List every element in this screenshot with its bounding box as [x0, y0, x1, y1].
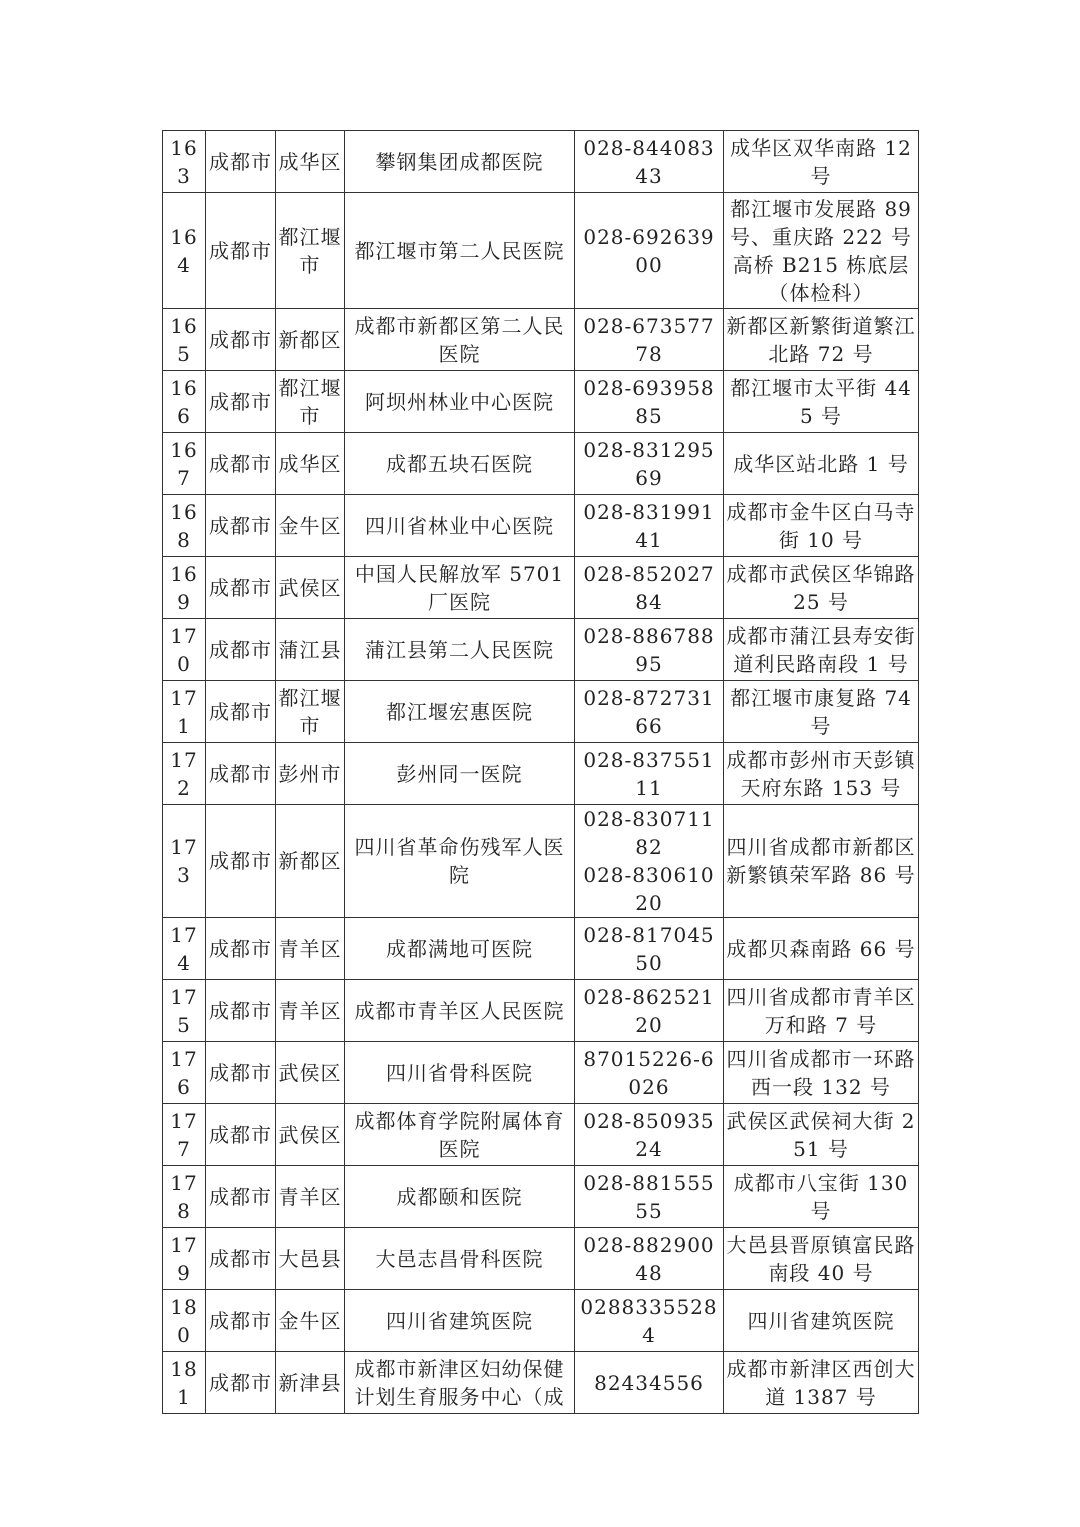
phone-number: 028-83755111 [583, 747, 715, 800]
phone-number: 028-69395885 [583, 375, 715, 428]
hospital-table-body [163, 131, 919, 1414]
address-cell: 成都市蒲江县寿安街道利民路南段 1 号 [724, 619, 919, 681]
table-row [163, 1166, 919, 1228]
address-cell: 成都贝森南路 66 号 [724, 918, 919, 980]
table-row [163, 743, 919, 805]
city-cell: 成都市 [206, 309, 276, 371]
district-cell: 新都区 [276, 805, 345, 918]
city-cell: 成都市 [206, 918, 276, 980]
hospital-name-cell: 成都市新津区妇幼保健计划生育服务中心（成 [345, 1352, 575, 1414]
table-row [163, 495, 919, 557]
table-row [163, 918, 919, 980]
row-number: 163 [163, 131, 206, 193]
district-cell: 青羊区 [276, 980, 345, 1042]
row-number: 167 [163, 433, 206, 495]
address-cell: 成都市彭州市天彭镇天府东路 153 号 [724, 743, 919, 805]
hospital-table [162, 130, 919, 1414]
address-cell: 大邑县晋原镇富民路南段 40 号 [724, 1228, 919, 1290]
phone-number: 028-81704550 [583, 922, 715, 975]
hospital-name-cell: 大邑志昌骨科医院 [345, 1228, 575, 1290]
table-row [163, 980, 919, 1042]
phone-cell [575, 557, 724, 619]
district-cell: 武侯区 [276, 1104, 345, 1166]
table-row [163, 805, 919, 918]
table-row [163, 309, 919, 371]
hospital-name-cell: 阿坝州林业中心医院 [345, 371, 575, 433]
city-cell: 成都市 [206, 980, 276, 1042]
row-number: 166 [163, 371, 206, 433]
city-cell: 成都市 [206, 1228, 276, 1290]
phone-number: 028-83061020 [583, 863, 715, 915]
phone-cell [575, 681, 724, 743]
row-number: 173 [163, 805, 206, 918]
address-cell: 成都市武侯区华锦路 25 号 [724, 557, 919, 619]
district-cell: 蒲江县 [276, 619, 345, 681]
city-cell: 成都市 [206, 1290, 276, 1352]
address-cell: 成都市金牛区白马寺街 10 号 [724, 495, 919, 557]
city-cell: 成都市 [206, 1042, 276, 1104]
row-number: 180 [163, 1290, 206, 1352]
table-row [163, 1042, 919, 1104]
address-cell: 四川省成都市青羊区万和路 7 号 [724, 980, 919, 1042]
hospital-name-cell: 都江堰市第二人民医院 [345, 193, 575, 309]
hospital-name-cell: 成都市青羊区人民医院 [345, 980, 575, 1042]
hospital-name-cell: 中国人民解放军 5701 厂医院 [345, 557, 575, 619]
address-cell: 新都区新繁街道繁江北路 72 号 [724, 309, 919, 371]
district-cell: 大邑县 [276, 1228, 345, 1290]
phone-cell [575, 309, 724, 371]
city-cell: 成都市 [206, 557, 276, 619]
phone-number: 028-87273166 [583, 685, 715, 738]
phone-number: 028-83071182 [583, 807, 715, 859]
row-number: 172 [163, 743, 206, 805]
phone-number: 028-88155555 [583, 1170, 715, 1223]
table-row [163, 371, 919, 433]
row-number: 179 [163, 1228, 206, 1290]
table-row [163, 1228, 919, 1290]
table-row [163, 619, 919, 681]
city-cell: 成都市 [206, 619, 276, 681]
address-cell: 成华区站北路 1 号 [724, 433, 919, 495]
address-cell: 四川省成都市新都区新繁镇荣军路 86 号 [724, 805, 919, 918]
row-number: 168 [163, 495, 206, 557]
phone-cell [575, 1228, 724, 1290]
table-row [163, 131, 919, 193]
table-row [163, 1352, 919, 1414]
city-cell: 成都市 [206, 1352, 276, 1414]
address-cell: 都江堰市太平街 445 号 [724, 371, 919, 433]
district-cell: 都江堰市 [276, 681, 345, 743]
row-number: 176 [163, 1042, 206, 1104]
district-cell: 彭州市 [276, 743, 345, 805]
address-cell: 成都市八宝街 130 号 [724, 1166, 919, 1228]
phone-cell [575, 1290, 724, 1352]
city-cell: 成都市 [206, 805, 276, 918]
row-number: 177 [163, 1104, 206, 1166]
city-cell: 成都市 [206, 495, 276, 557]
address-cell: 四川省成都市一环路西一段 132 号 [724, 1042, 919, 1104]
phone-number: 028-67357778 [583, 313, 715, 366]
address-cell: 四川省建筑医院 [724, 1290, 919, 1352]
phone-cell [575, 980, 724, 1042]
district-cell: 青羊区 [276, 918, 345, 980]
district-cell: 都江堰市 [276, 193, 345, 309]
row-number: 181 [163, 1352, 206, 1414]
phone-cell [575, 743, 724, 805]
city-cell: 成都市 [206, 743, 276, 805]
city-cell: 成都市 [206, 193, 276, 309]
table-row [163, 433, 919, 495]
district-cell: 青羊区 [276, 1166, 345, 1228]
district-cell: 金牛区 [276, 1290, 345, 1352]
hospital-name-cell: 四川省骨科医院 [345, 1042, 575, 1104]
phone-number: 028-86252120 [583, 984, 715, 1037]
district-cell: 成华区 [276, 433, 345, 495]
row-number: 174 [163, 918, 206, 980]
phone-number: 82434556 [594, 1370, 704, 1395]
district-cell: 新都区 [276, 309, 345, 371]
row-number: 169 [163, 557, 206, 619]
address-cell: 武侯区武侯祠大街 251 号 [724, 1104, 919, 1166]
address-cell: 成都市新津区西创大道 1387 号 [724, 1352, 919, 1414]
hospital-name-cell: 都江堰宏惠医院 [345, 681, 575, 743]
hospital-name-cell: 成都颐和医院 [345, 1166, 575, 1228]
hospital-name-cell: 成都市新都区第二人民医院 [345, 309, 575, 371]
row-number: 170 [163, 619, 206, 681]
address-cell: 都江堰市发展路 89 号、重庆路 222 号高桥 B215 栋底层（体检科） [724, 193, 919, 309]
phone-number: 028-85202784 [583, 561, 715, 614]
district-cell: 新津县 [276, 1352, 345, 1414]
hospital-name-cell: 蒲江县第二人民医院 [345, 619, 575, 681]
row-number: 178 [163, 1166, 206, 1228]
district-cell: 武侯区 [276, 1042, 345, 1104]
phone-number: 028-88290048 [583, 1232, 715, 1285]
district-cell: 成华区 [276, 131, 345, 193]
hospital-name-cell: 四川省建筑医院 [345, 1290, 575, 1352]
hospital-name-cell: 四川省革命伤残军人医院 [345, 805, 575, 918]
phone-number: 028-88678895 [583, 623, 715, 676]
table-row [163, 1290, 919, 1352]
phone-cell [575, 131, 724, 193]
row-number: 164 [163, 193, 206, 309]
city-cell: 成都市 [206, 131, 276, 193]
phone-cell [575, 805, 724, 918]
phone-cell [575, 1042, 724, 1104]
phone-cell [575, 495, 724, 557]
phone-number: 028-69263900 [583, 224, 715, 277]
row-number: 165 [163, 309, 206, 371]
phone-cell [575, 1104, 724, 1166]
district-cell: 都江堰市 [276, 371, 345, 433]
phone-cell [575, 193, 724, 309]
phone-cell [575, 1166, 724, 1228]
hospital-name-cell: 彭州同一医院 [345, 743, 575, 805]
phone-number: 028-84408343 [583, 135, 715, 188]
phone-cell [575, 1352, 724, 1414]
district-cell: 金牛区 [276, 495, 345, 557]
phone-cell [575, 918, 724, 980]
phone-number: 02883355284 [580, 1294, 718, 1347]
hospital-name-cell: 攀钢集团成都医院 [345, 131, 575, 193]
city-cell: 成都市 [206, 1166, 276, 1228]
hospital-name-cell: 成都满地可医院 [345, 918, 575, 980]
phone-number: 028-85093524 [583, 1108, 715, 1161]
city-cell: 成都市 [206, 681, 276, 743]
phone-cell [575, 433, 724, 495]
phone-cell [575, 371, 724, 433]
table-row [163, 557, 919, 619]
district-cell: 武侯区 [276, 557, 345, 619]
hospital-name-cell: 成都五块石医院 [345, 433, 575, 495]
row-number: 171 [163, 681, 206, 743]
address-cell: 都江堰市康复路 74 号 [724, 681, 919, 743]
hospital-name-cell: 成都体育学院附属体育医院 [345, 1104, 575, 1166]
city-cell: 成都市 [206, 371, 276, 433]
hospital-name-cell: 四川省林业中心医院 [345, 495, 575, 557]
table-row [163, 681, 919, 743]
phone-number: 028-83199141 [583, 499, 715, 552]
phone-cell [575, 619, 724, 681]
phone-number: 028-83129569 [583, 437, 715, 490]
row-number: 175 [163, 980, 206, 1042]
city-cell: 成都市 [206, 1104, 276, 1166]
table-row [163, 193, 919, 309]
city-cell: 成都市 [206, 433, 276, 495]
address-cell: 成华区双华南路 12 号 [724, 131, 919, 193]
table-row [163, 1104, 919, 1166]
phone-number: 87015226-6026 [583, 1046, 715, 1099]
